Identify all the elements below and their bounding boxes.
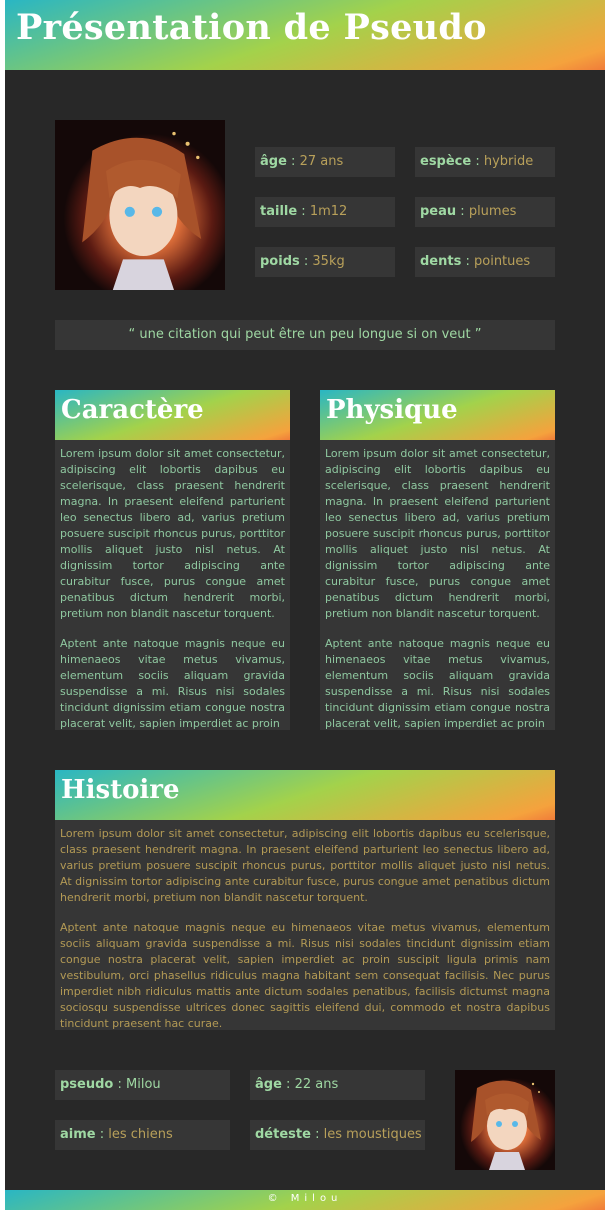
player-value: Milou bbox=[126, 1077, 161, 1092]
player-separator: : bbox=[310, 1127, 324, 1142]
stat-value: hybride bbox=[483, 154, 534, 169]
histoire-body[interactable] bbox=[55, 820, 555, 1030]
caractere-header bbox=[55, 390, 290, 440]
stat-value: 27 ans bbox=[299, 154, 344, 169]
player-separator: : bbox=[95, 1127, 109, 1142]
player-separator: : bbox=[281, 1077, 295, 1092]
player-age bbox=[250, 1070, 425, 1100]
player-value: 22 ans bbox=[294, 1077, 339, 1092]
player-label: pseudo bbox=[60, 1077, 114, 1092]
stat-label: poids bbox=[260, 254, 300, 269]
stat-label: espèce bbox=[420, 154, 472, 169]
player-pseudo bbox=[55, 1070, 230, 1100]
stat-value: 1m12 bbox=[309, 204, 348, 219]
player-label: déteste bbox=[255, 1127, 311, 1142]
physique-header bbox=[320, 390, 555, 440]
histoire-title: Histoire bbox=[61, 775, 180, 805]
histoire-paragraph-1: Lorem ipsum dolor sit amet consectetur, adipiscing elit lobortis dapibus eu scelerisque, class praesent hendrerit magna. In praesent eleifend parturient leo senectus libero ad, varius pretium posuere suscipit rhoncus purus, porttitor mollis aliquet justo nisl netus. At dignissim tortor adipiscing ante curabitur fusce, purus congue amet penatibus dictum hendrerit morbi, pretium non blandit nascetur torquent. bbox=[60, 827, 550, 904]
player-separator: : bbox=[113, 1077, 127, 1092]
stat-label: peau bbox=[420, 204, 457, 219]
stat-separator: : bbox=[297, 204, 310, 219]
player-value: les moustiques bbox=[323, 1127, 422, 1142]
stat-poids bbox=[255, 247, 395, 277]
page-header bbox=[5, 0, 605, 70]
stat-separator: : bbox=[286, 154, 300, 169]
page-footer bbox=[5, 1190, 605, 1210]
stat-label: âge bbox=[260, 154, 287, 169]
physique-paragraph-2: Aptent ante natoque magnis neque eu himenaeos vitae metus vivamus, elementum sociis aliquam gravida suspendisse a mi. Risus nisi sodales tincidunt dignissim etiam congue nostra placerat velit, sapien imperdiet ac proin bbox=[325, 637, 550, 730]
physique-paragraph-1: Lorem ipsum dolor sit amet consectetur, adipiscing elit lobortis dapibus eu scelerisque, class praesent hendrerit magna. In praesent eleifend parturient leo senectus libero ad, varius pretium posuere suscipit rhoncus purus, porttitor mollis aliquet justo nisl netus. At dignissim tortor adipiscing ante curabitur fusce, purus congue amet penatibus dictum hendrerit morbi, pretium non blandit nascetur torquent. bbox=[325, 447, 550, 620]
stat-espece bbox=[415, 147, 555, 177]
footer-credit: © Milou bbox=[267, 1193, 343, 1204]
stat-value: plumes bbox=[468, 204, 517, 219]
character-avatar bbox=[55, 120, 225, 290]
page-frame bbox=[5, 0, 605, 1210]
stat-label: taille bbox=[260, 204, 298, 219]
player-value: les chiens bbox=[108, 1127, 173, 1142]
stat-separator: : bbox=[471, 154, 484, 169]
stat-separator: : bbox=[456, 204, 469, 219]
caractere-title: Caractère bbox=[61, 395, 204, 425]
stat-value: 35kg bbox=[312, 254, 345, 269]
stat-dents bbox=[415, 247, 555, 277]
histoire-paragraph-2: Aptent ante natoque magnis neque eu himenaeos vitae metus vivamus, elementum sociis aliquam gravida suspendisse a mi. Risus nisi sodales tincidunt dignissim etiam congue nostra placerat velit, sapien imperdiet ac proin suscipit ligula primis nam vestibulum, orci phasellus ridiculus magna habitant sem consequat facilisis. Nec purus imperdiet nibh ridiculus mattis ante dictum sodales penatibus, facilisis dictumst magna sociosqu suspendisse ultrices donec sagittis eleifend dui, commodo et nostra dapibus tincidunt praesent hac curae. bbox=[60, 921, 550, 1030]
player-deteste bbox=[250, 1120, 425, 1150]
page-title: Présentation de Pseudo bbox=[16, 7, 487, 48]
stat-separator: : bbox=[461, 254, 474, 269]
physique-body[interactable] bbox=[320, 440, 555, 730]
stat-label: dents bbox=[420, 254, 462, 269]
stat-taille bbox=[255, 197, 395, 227]
stat-peau bbox=[415, 197, 555, 227]
player-aime bbox=[55, 1120, 230, 1150]
caractere-paragraph-2: Aptent ante natoque magnis neque eu himenaeos vitae metus vivamus, elementum sociis aliquam gravida suspendisse a mi. Risus nisi sodales tincidunt dignissim etiam congue nostra placerat velit, sapien imperdiet ac proin bbox=[60, 637, 285, 730]
caractere-paragraph-1: Lorem ipsum dolor sit amet consectetur, adipiscing elit lobortis dapibus eu scelerisque, class praesent hendrerit magna. In praesent eleifend parturient leo senectus libero ad, varius pretium posuere suscipit rhoncus purus, porttitor mollis aliquet justo nisl netus. At dignissim tortor adipiscing ante curabitur fusce, purus congue amet penatibus dictum hendrerit morbi, pretium non blandit nascetur torquent. bbox=[60, 447, 285, 620]
physique-title: Physique bbox=[326, 395, 458, 425]
player-avatar bbox=[455, 1070, 555, 1170]
player-label: aime bbox=[60, 1127, 96, 1142]
stat-age bbox=[255, 147, 395, 177]
player-label: âge bbox=[255, 1077, 282, 1092]
caractere-body[interactable] bbox=[55, 440, 290, 730]
character-quote: “ une citation qui peut être un peu longue si on veut ” bbox=[55, 320, 555, 350]
stat-value: pointues bbox=[474, 254, 531, 269]
stat-separator: : bbox=[299, 254, 313, 269]
histoire-header bbox=[55, 770, 555, 820]
